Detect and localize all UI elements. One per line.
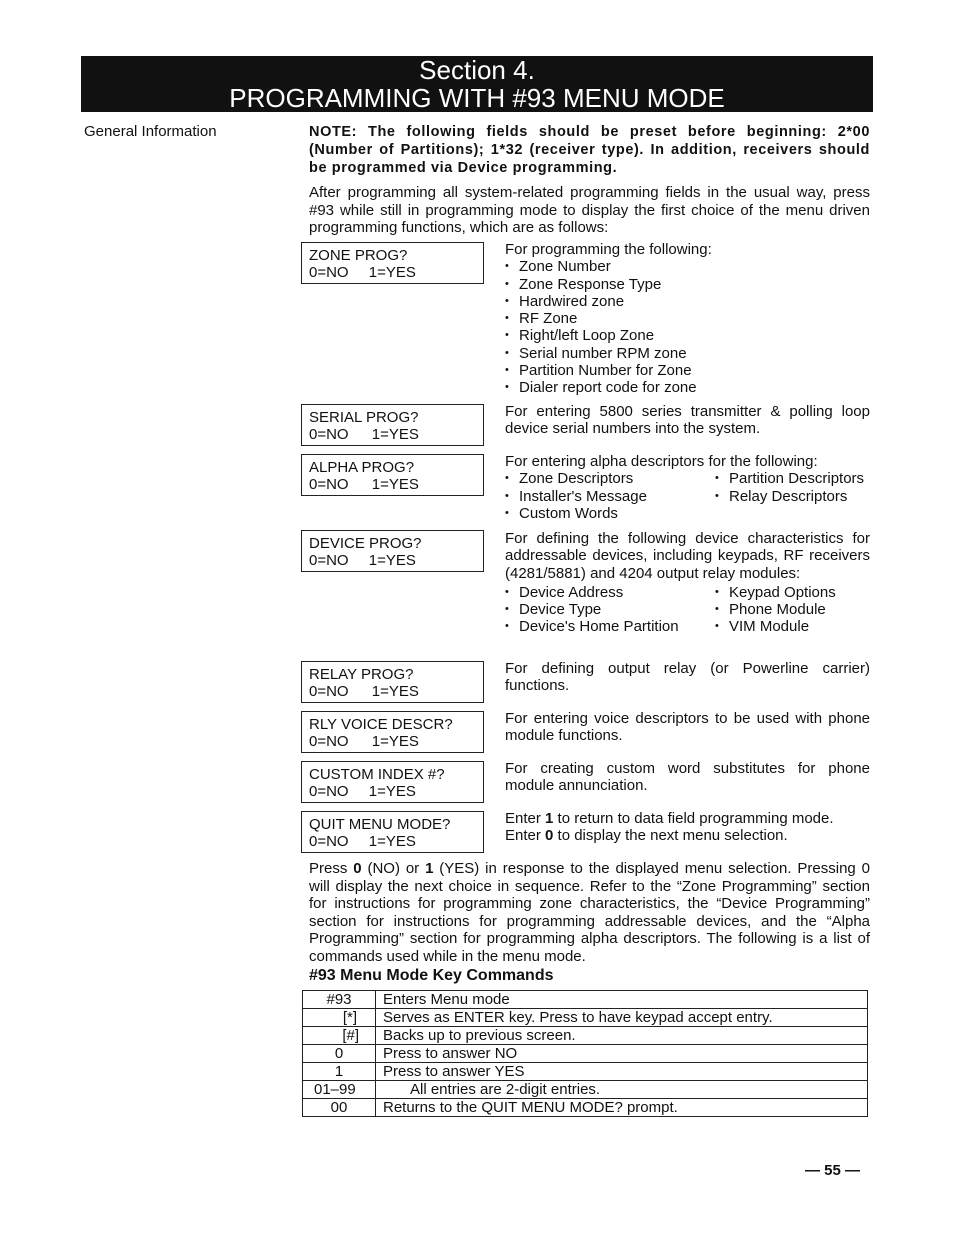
list-item: • Installer's Message: [505, 488, 715, 505]
key-label: 0: [545, 827, 554, 845]
lcd-rly-voice-descr: [301, 711, 484, 753]
quit-line-1: [505, 810, 870, 827]
lcd-options: [309, 264, 416, 281]
list-item: • Device Type: [505, 601, 715, 618]
list-item: • Dialer report code for zone: [505, 379, 870, 396]
table-row: [303, 1009, 868, 1027]
desc-alpha-prog: [505, 453, 870, 522]
lcd-options: [309, 426, 419, 443]
section-banner: [81, 56, 873, 112]
command-key: 1: [303, 1063, 376, 1081]
lcd-quit-menu-mode: [301, 811, 484, 853]
text-run: (YES) in response to the displayed menu selection. Pressing 0 will display the next choice in sequence. Refer to the “Zone Programming” section for instructions for programming zone characteristics, the “Device Programming” section for instructions for programming addressable devices, and the “Alpha Programming” section for programming alpha descriptors. The following is a list of commands used while in the menu mode.: [309, 860, 870, 965]
lcd-options: [309, 476, 419, 493]
list-item: • Device Address: [505, 584, 715, 601]
lcd-yes: 1=YES: [371, 683, 419, 700]
lcd-yes: 1=YES: [371, 733, 419, 750]
command-desc: Serves as ENTER key. Press to have keypad accept entry.: [376, 1009, 868, 1027]
lcd-yes: 1=YES: [368, 552, 416, 569]
text-run: Enter: [505, 810, 546, 827]
lcd-alpha-prog: [301, 454, 484, 496]
command-desc: Enters Menu mode: [376, 991, 868, 1009]
desc-relay-prog: For defining output relay (or Powerline carrier) functions.: [505, 660, 870, 695]
command-key: 0: [303, 1045, 376, 1063]
press-paragraph: [309, 860, 870, 965]
list-item: • Keypad Options: [715, 584, 870, 601]
lcd-relay-prog: [301, 661, 484, 703]
text-run: to return to data field programming mode.: [553, 810, 834, 827]
bullet-columns: [505, 584, 870, 636]
lcd-no: 0=NO: [309, 552, 349, 569]
lcd-yes: 1=YES: [371, 426, 419, 443]
table-row: [303, 1081, 868, 1099]
command-desc: Press to answer NO: [376, 1045, 868, 1063]
page-number: — 55 —: [805, 1162, 861, 1179]
table-row: [303, 1063, 868, 1081]
commands-heading: #93 Menu Mode Key Commands: [309, 967, 554, 984]
desc-device-prog: [505, 530, 870, 636]
command-key: [#]: [303, 1027, 376, 1045]
command-key: 00: [303, 1099, 376, 1117]
lcd-no: 0=NO: [309, 426, 349, 443]
lcd-device-prog: [301, 530, 484, 572]
lcd-yes: 1=YES: [368, 833, 416, 850]
side-label: General Information: [84, 123, 217, 140]
section-title: PROGRAMMING WITH #93 MENU MODE: [229, 83, 725, 113]
lcd-yes: 1=YES: [371, 476, 419, 493]
lcd-no: 0=NO: [309, 833, 349, 850]
desc-serial-prog: For entering 5800 series transmitter & polling loop device serial numbers into the system.: [505, 403, 870, 438]
intro-paragraph: After programming all system-related programming fields in the usual way, press #93 while still in programming mode to display the first choice of the menu driven programming functions, which are as follows:: [309, 184, 870, 236]
bullet-list-left: [505, 584, 715, 636]
desc-text: For programming the following:: [505, 241, 712, 258]
table-row: [303, 1027, 868, 1045]
lcd-yes: 1=YES: [368, 264, 416, 281]
bullet-list: [505, 258, 870, 396]
command-desc: Press to answer YES: [376, 1063, 868, 1081]
text-run: Enter: [505, 827, 546, 845]
lcd-options: [309, 552, 416, 569]
quit-line-2: [505, 827, 870, 844]
lcd-prompt: RELAY PROG?: [309, 666, 414, 683]
list-item: • RF Zone: [505, 310, 870, 327]
lcd-prompt: RLY VOICE DESCR?: [309, 716, 453, 733]
lcd-prompt: SERIAL PROG?: [309, 409, 419, 426]
list-item: • Phone Module: [715, 601, 870, 618]
lcd-prompt: QUIT MENU MODE?: [309, 816, 451, 833]
lcd-prompt: ZONE PROG?: [309, 247, 408, 264]
table-row: [303, 1099, 868, 1117]
bullet-columns: [505, 470, 870, 522]
text-run: (NO) or: [361, 860, 426, 877]
lcd-options: [309, 733, 419, 750]
lcd-no: 0=NO: [309, 264, 349, 281]
list-item: • Serial number RPM zone: [505, 345, 870, 362]
table-row: [303, 991, 868, 1009]
list-item: • VIM Module: [715, 618, 870, 635]
list-item: • Zone Response Type: [505, 276, 870, 293]
bullet-list-right: [715, 470, 870, 522]
key-label: 1: [545, 810, 554, 827]
lcd-no: 0=NO: [309, 733, 349, 750]
lcd-prompt: CUSTOM INDEX #?: [309, 766, 445, 783]
lcd-options: [309, 683, 419, 700]
list-item: • Relay Descriptors: [715, 488, 870, 505]
desc-zone-prog: [505, 241, 870, 397]
lcd-no: 0=NO: [309, 783, 349, 800]
preset-note: NOTE: The following fields should be preset before beginning: 2*00 (Number of Partitions); 1*32 (receiver type). In addition, receivers should be programmed via Device programming.: [309, 124, 870, 176]
commands-table: [302, 990, 868, 1117]
command-desc: Backs up to previous screen.: [376, 1027, 868, 1045]
command-desc: All entries are 2-digit entries.: [376, 1081, 868, 1099]
lcd-custom-index: [301, 761, 484, 803]
desc-custom-index: For creating custom word substitutes for phone module annunciation.: [505, 760, 870, 795]
section-number: Section 4.: [419, 55, 535, 85]
desc-rly-voice-descr: For entering voice descriptors to be used with phone module functions.: [505, 710, 870, 745]
lcd-serial-prog: [301, 404, 484, 446]
list-item: • Hardwired zone: [505, 293, 870, 310]
table-row: [303, 1045, 868, 1063]
lcd-options: [309, 833, 416, 850]
key-label: 0: [353, 860, 362, 877]
bullet-list-right: [715, 584, 870, 636]
list-item: • Zone Descriptors: [505, 470, 715, 487]
lcd-zone-prog: [301, 242, 484, 284]
list-item: • Zone Number: [505, 258, 870, 275]
list-item: • Custom Words: [505, 505, 715, 522]
command-key: [*]: [303, 1009, 376, 1027]
desc-text: For entering alpha descriptors for the following:: [505, 453, 818, 470]
command-desc: Returns to the QUIT MENU MODE? prompt.: [376, 1099, 868, 1117]
text-run: to display the next menu selection.: [553, 827, 788, 845]
lcd-options: [309, 783, 416, 800]
lcd-prompt: DEVICE PROG?: [309, 535, 422, 552]
key-label: 1: [425, 860, 434, 877]
list-item: • Partition Number for Zone: [505, 362, 870, 379]
lcd-no: 0=NO: [309, 476, 349, 493]
desc-text: For defining the following device characteristics for addressable devices, including keypads, RF receivers (4281/5881) and 4204 output relay modules:: [505, 530, 870, 582]
command-key: #93: [303, 991, 376, 1009]
lcd-prompt: ALPHA PROG?: [309, 459, 415, 476]
list-item: • Device's Home Partition: [505, 618, 715, 635]
list-item: • Partition Descriptors: [715, 470, 870, 487]
lcd-yes: 1=YES: [368, 783, 416, 800]
desc-quit-menu-mode: [505, 810, 870, 845]
bullet-list-left: [505, 470, 715, 522]
command-key: 01–99: [303, 1081, 376, 1099]
text-run: Press: [309, 860, 354, 877]
lcd-no: 0=NO: [309, 683, 349, 700]
list-item: • Right/left Loop Zone: [505, 327, 870, 344]
